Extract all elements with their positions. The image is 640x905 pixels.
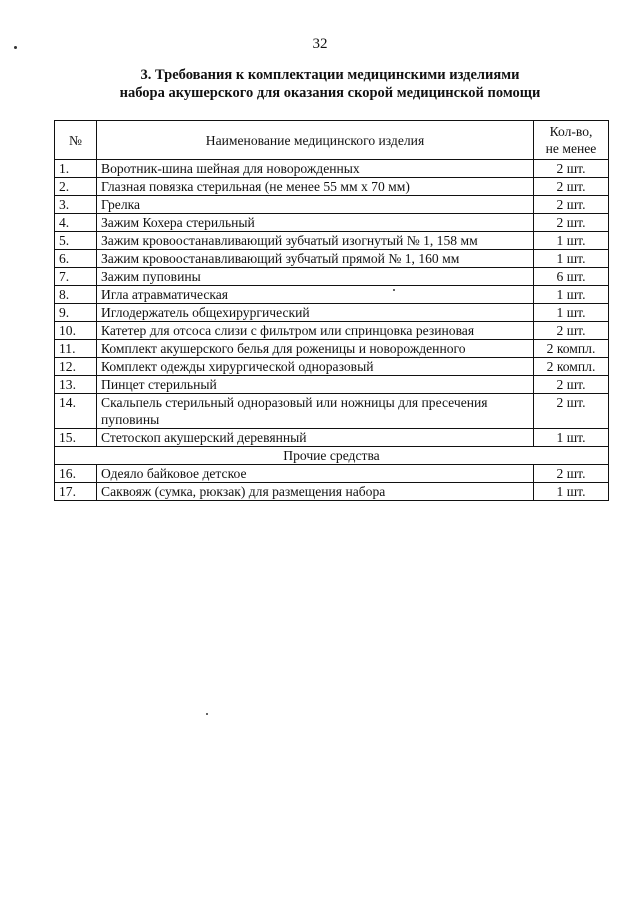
row-number: 5.	[55, 232, 97, 250]
row-item-name: Комплект одежды хирургической одноразовый	[97, 358, 534, 376]
table-row	[55, 160, 609, 178]
row-quantity: 1 шт.	[534, 304, 609, 322]
row-quantity: 1 шт.	[534, 250, 609, 268]
column-header-name: Наименование медицинского изделия	[97, 121, 534, 160]
table-row	[55, 376, 609, 394]
table-body-main	[55, 160, 609, 447]
row-number: 17.	[55, 483, 97, 501]
row-item-name: Комплект акушерского белья для роженицы и новорожденного	[97, 340, 534, 358]
table-row	[55, 394, 609, 429]
column-header-quantity-line-2: не менее	[545, 141, 597, 156]
row-item-name: Зажим Кохера стерильный	[97, 214, 534, 232]
row-item-name: Игла атравматическая	[97, 286, 534, 304]
section-heading-line-2: набора акушерского для оказания скорой медицинской помощи	[119, 85, 541, 101]
row-quantity: 1 шт.	[534, 232, 609, 250]
table-row	[55, 196, 609, 214]
row-item-name: Скальпель стерильный одноразовый или ножницы для пресечения пуповины	[97, 394, 534, 429]
table-header-row	[55, 121, 609, 160]
row-item-name: Катетер для отсоса слизи с фильтром или спринцовка резиновая	[97, 322, 534, 340]
row-item-name: Воротник-шина шейная для новорожденных	[97, 160, 534, 178]
row-quantity: 2 шт.	[534, 465, 609, 483]
row-quantity: 1 шт.	[534, 286, 609, 304]
row-item-name: Зажим пуповины	[97, 268, 534, 286]
row-item-name: Пинцет стерильный	[97, 376, 534, 394]
table-row	[55, 358, 609, 376]
row-number: 9.	[55, 304, 97, 322]
row-item-name: Зажим кровоостанавливающий зубчатый изогнутый № 1, 158 мм	[97, 232, 534, 250]
column-header-quantity-line-1: Кол-во,	[549, 124, 593, 139]
table-row	[55, 250, 609, 268]
row-item-name: Грелка	[97, 196, 534, 214]
scan-speck	[393, 289, 395, 291]
section-heading	[60, 66, 600, 102]
row-number: 1.	[55, 160, 97, 178]
row-quantity: 2 компл.	[534, 340, 609, 358]
table-row	[55, 465, 609, 483]
table-row	[55, 214, 609, 232]
row-item-name: Иглодержатель общехирургический	[97, 304, 534, 322]
table-row	[55, 483, 609, 501]
row-item-name: Одеяло байковое детское	[97, 465, 534, 483]
table-row	[55, 286, 609, 304]
row-quantity: 2 компл.	[534, 358, 609, 376]
table-row	[55, 178, 609, 196]
row-number: 16.	[55, 465, 97, 483]
section-title: Прочие средства	[55, 447, 609, 465]
column-header-number: №	[55, 121, 97, 160]
row-number: 13.	[55, 376, 97, 394]
row-number: 15.	[55, 429, 97, 447]
row-quantity: 2 шт.	[534, 376, 609, 394]
column-header-quantity	[534, 121, 609, 160]
table-row	[55, 232, 609, 250]
scan-speck	[206, 713, 208, 715]
row-quantity: 2 шт.	[534, 322, 609, 340]
row-number: 3.	[55, 196, 97, 214]
row-number: 10.	[55, 322, 97, 340]
row-item-name: Глазная повязка стерильная (не менее 55 мм х 70 мм)	[97, 178, 534, 196]
row-number: 14.	[55, 394, 97, 429]
section-heading-line-1: 3. Требования к комплектации медицинскими изделиями	[140, 67, 520, 83]
page-number: 32	[312, 36, 328, 52]
row-number: 4.	[55, 214, 97, 232]
row-quantity: 2 шт.	[534, 160, 609, 178]
table-body-other	[55, 465, 609, 501]
scan-speck	[14, 46, 17, 49]
table-row	[55, 429, 609, 447]
section-row	[55, 447, 609, 465]
row-quantity: 6 шт.	[534, 268, 609, 286]
row-item-name: Саквояж (сумка, рюкзак) для размещения набора	[97, 483, 534, 501]
table-row	[55, 268, 609, 286]
row-number: 7.	[55, 268, 97, 286]
table-section	[55, 447, 609, 465]
row-number: 2.	[55, 178, 97, 196]
row-quantity: 2 шт.	[534, 394, 609, 429]
medical-items-table	[54, 120, 609, 501]
row-quantity: 2 шт.	[534, 196, 609, 214]
table-row	[55, 304, 609, 322]
row-number: 11.	[55, 340, 97, 358]
row-number: 6.	[55, 250, 97, 268]
row-item-name: Зажим кровоостанавливающий зубчатый прямой № 1, 160 мм	[97, 250, 534, 268]
row-quantity: 2 шт.	[534, 178, 609, 196]
row-item-name: Стетоскоп акушерский деревянный	[97, 429, 534, 447]
table-row	[55, 340, 609, 358]
row-quantity: 1 шт.	[534, 483, 609, 501]
row-quantity: 1 шт.	[534, 429, 609, 447]
row-quantity: 2 шт.	[534, 214, 609, 232]
table-row	[55, 322, 609, 340]
row-number: 12.	[55, 358, 97, 376]
row-number: 8.	[55, 286, 97, 304]
